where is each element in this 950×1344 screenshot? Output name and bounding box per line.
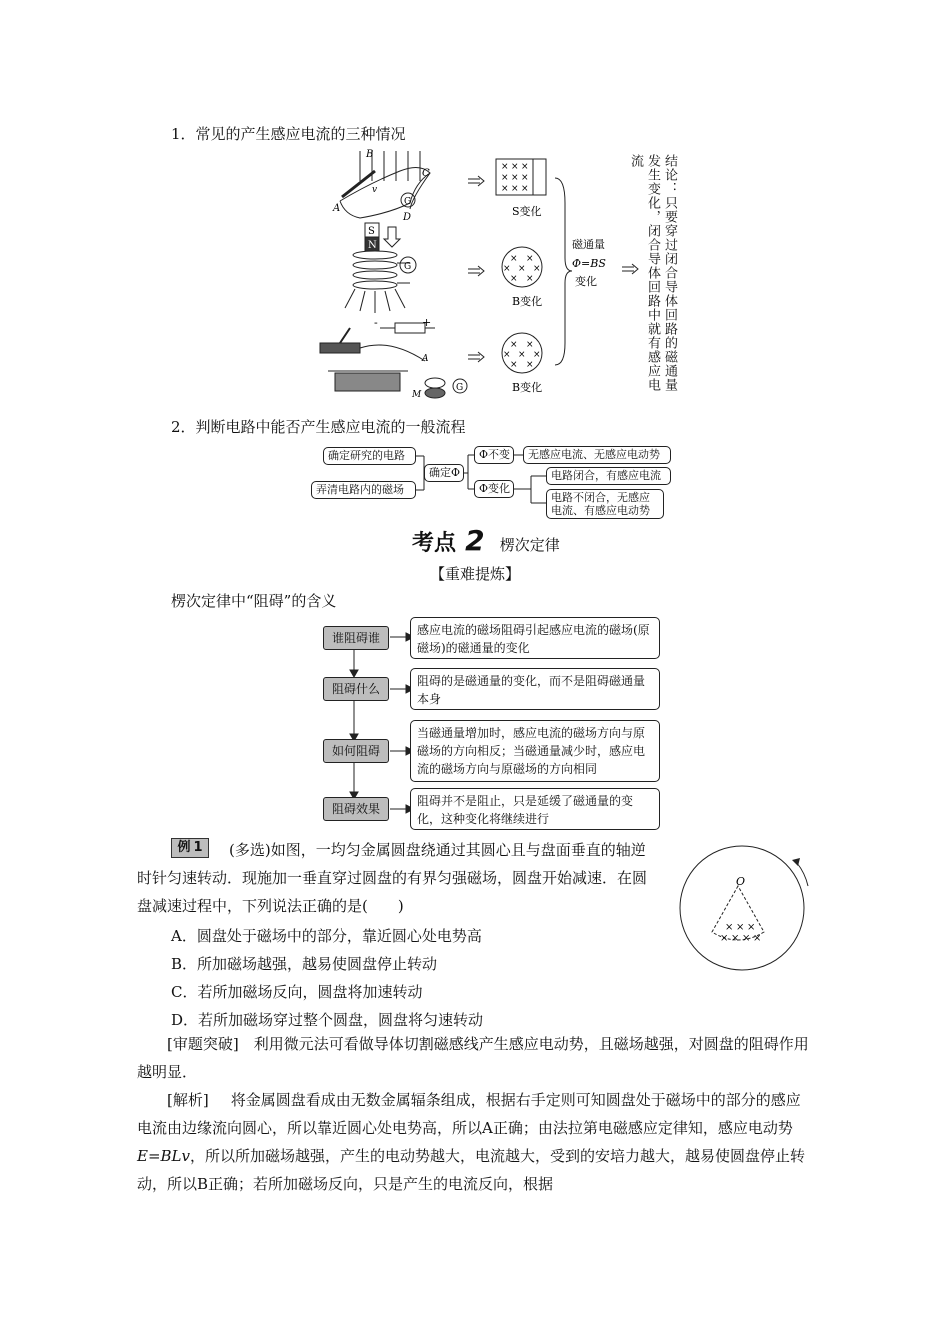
flow-branch-changed: Φ变化: [474, 480, 514, 498]
flux-change: 变化: [575, 275, 597, 288]
svg-text:×: ×: [725, 922, 734, 933]
svg-text:×: ×: [736, 922, 745, 933]
svg-text:×: ×: [731, 933, 740, 944]
result-s-change: S变化: [512, 205, 542, 218]
svg-text:×: ×: [510, 340, 518, 350]
kaodian-title: 楞次定律: [499, 536, 560, 554]
svg-text:×: ×: [511, 162, 519, 172]
svg-text:×: ×: [720, 933, 729, 944]
flow-result-open-line1: 电路不闭合，无感应: [551, 491, 650, 504]
svg-text:×: ×: [503, 350, 511, 360]
flow-result-open-line2: 电流、有感应电动势: [551, 504, 650, 517]
rotating-disk-figure: [670, 838, 815, 978]
label-plus: +: [422, 316, 432, 329]
flow-left-top: 确定研究的电路: [323, 447, 416, 465]
svg-text:×: ×: [526, 360, 534, 370]
svg-text:×: ×: [511, 184, 519, 194]
result-b-change-2: B变化: [512, 381, 543, 394]
flux-title: 磁通量: [572, 238, 605, 251]
label-a: A: [333, 203, 341, 214]
key-how-impedes: 如何阻碍: [323, 739, 389, 763]
svg-text:×: ×: [521, 162, 529, 172]
svg-text:×: ×: [533, 264, 541, 274]
flow-result-closed: 电路闭合，有感应电流: [546, 467, 671, 485]
option-a: A．圆盘处于磁场中的部分，靠近圆心处电势高: [171, 927, 482, 945]
result-b-change-1: B变化: [512, 295, 543, 308]
label-g2: G: [404, 262, 412, 272]
key-what-impeded: 阻碍什么: [323, 677, 389, 701]
desc-how-impedes: 当磁通量增加时，感应电流的磁场方向与原磁场的方向相反；当磁通量减少时，感应电流的磁场方向与原磁场的方向相同: [410, 720, 660, 782]
option-c: C．若所加磁场反向，圆盘将加速转动: [171, 983, 423, 1001]
example-badge-num: 1: [193, 840, 203, 855]
flow-result-unchanged: 无感应电流、无感应电动势: [523, 446, 671, 464]
analysis-label: [解析]: [167, 1091, 209, 1109]
svg-text:×: ×: [753, 933, 762, 944]
induction-cases-diagram: [300, 143, 690, 403]
analysis-text-2: ，所以所加磁场越强，产生的电动势越大，电流越大，受到的安培力越大，越易使圆盘停止转动，所以B正确；若所加磁场反向，只是产生的电流反向，根据: [137, 1147, 805, 1193]
kaodian-subheading: 【重难提炼】: [430, 565, 521, 583]
desc-what-impeded: 阻碍的是磁通量的变化，而不是阻碍磁通量本身: [410, 668, 660, 710]
label-minus: -: [374, 316, 378, 329]
example-stem-text: (多选)如图，一均匀金属圆盘绕通过其圆心且与盘面垂直的轴逆时针匀速转动．现施加一垂直穿过圆盘的有界匀强磁场，圆盘开始减速．在圆盘减速过程中，下列说法正确的是( ): [137, 841, 648, 915]
disk-center-label: O: [736, 875, 746, 888]
rheostat-figure: [320, 323, 467, 398]
svg-text:×: ×: [521, 184, 529, 194]
label-d: D: [403, 212, 412, 223]
flow-middle: 确定Φ: [424, 464, 464, 482]
svg-text:×: ×: [510, 360, 518, 370]
svg-text:×: ×: [511, 173, 519, 183]
field-grid-3: [503, 340, 541, 370]
svg-text:×: ×: [526, 340, 534, 350]
analysis: [137, 1086, 815, 1198]
kaodian-heading: [412, 524, 560, 557]
label-g3: G: [456, 383, 464, 393]
analysis-formula: E=BLv: [137, 1147, 190, 1165]
svg-text:×: ×: [501, 184, 509, 194]
svg-text:×: ×: [533, 350, 541, 360]
example-stem: [137, 836, 659, 920]
magnet-s-label: S: [368, 226, 375, 237]
analysis-text-1: 将金属圆盘看成由无数金属辐条组成，根据右手定则可知圆盘处于磁场中的部分的感应电流由边缘流向圆心，所以靠近圆心处电势高，所以A正确；由法拉第电磁感应定律知，感应电动势: [137, 1091, 801, 1137]
section1-heading: 1．常见的产生感应电流的三种情况: [171, 125, 406, 143]
sliding-rod-figure: [340, 151, 430, 218]
svg-text:×: ×: [747, 922, 756, 933]
svg-text:×: ×: [510, 254, 518, 264]
svg-text:×: ×: [742, 933, 751, 944]
svg-text:×: ×: [526, 254, 534, 264]
desc-who-impedes: 感应电流的磁场阻碍引起感应电流的磁场(原磁场)的磁通量的变化: [410, 617, 660, 659]
svg-text:×: ×: [503, 264, 511, 274]
label-a3: A: [422, 354, 429, 364]
review-tip: [137, 1030, 815, 1086]
arrow-icons: [468, 176, 638, 362]
magnet-n-label: N: [368, 240, 377, 251]
section2-heading: 2．判断电路中能否产生感应电流的一般流程: [171, 418, 466, 436]
label-c: C: [422, 168, 430, 179]
svg-text:×: ×: [510, 274, 518, 284]
option-b: B．所加磁场越强，越易使圆盘停止转动: [171, 955, 438, 973]
kaodian-label: 考点: [412, 531, 457, 556]
label-b: B: [366, 149, 374, 160]
kaodian-intro: 楞次定律中“阻碍”的含义: [171, 592, 337, 610]
svg-text:×: ×: [518, 264, 526, 274]
flow-branch-unchanged: Φ不变: [474, 446, 514, 464]
key-impede-effect: 阻碍效果: [323, 797, 389, 821]
label-v: v: [372, 185, 378, 195]
flux-formula: Φ=BS: [572, 257, 606, 270]
review-tip-text: [审题突破] 利用微元法可看做导体切割磁感线产生感应电动势，且磁场越强，对圆盘的阻碍作用越明显．: [137, 1035, 809, 1081]
label-g1: G: [404, 197, 412, 207]
example-badge-label: 例: [177, 840, 191, 855]
svg-text:×: ×: [521, 173, 529, 183]
key-who-impedes: 谁阻碍谁: [323, 626, 389, 650]
svg-text:×: ×: [501, 162, 509, 172]
svg-text:×: ×: [526, 274, 534, 284]
flow-left-bottom: 弄清电路内的磁场: [311, 481, 416, 499]
option-d: D．若所加磁场穿过整个圆盘，圆盘将匀速转动: [171, 1011, 484, 1029]
brace: [555, 178, 572, 365]
label-m: M: [412, 390, 422, 400]
flow-result-open: [546, 489, 664, 519]
svg-text:×: ×: [501, 173, 509, 183]
conclusion-text: 结论：只要穿过闭合导体回路的磁通量发生变化，闭合导体回路中就有感应电流: [628, 154, 677, 392]
svg-text:×: ×: [518, 350, 526, 360]
field-grid-2: [503, 254, 541, 284]
desc-impede-effect: 阻碍并不是阻止，只是延缓了磁通量的变化，这种变化将继续进行: [410, 788, 660, 830]
kaodian-number: 2: [465, 524, 485, 557]
disk-field-grid: [720, 922, 761, 944]
field-grid-1: [501, 162, 529, 194]
